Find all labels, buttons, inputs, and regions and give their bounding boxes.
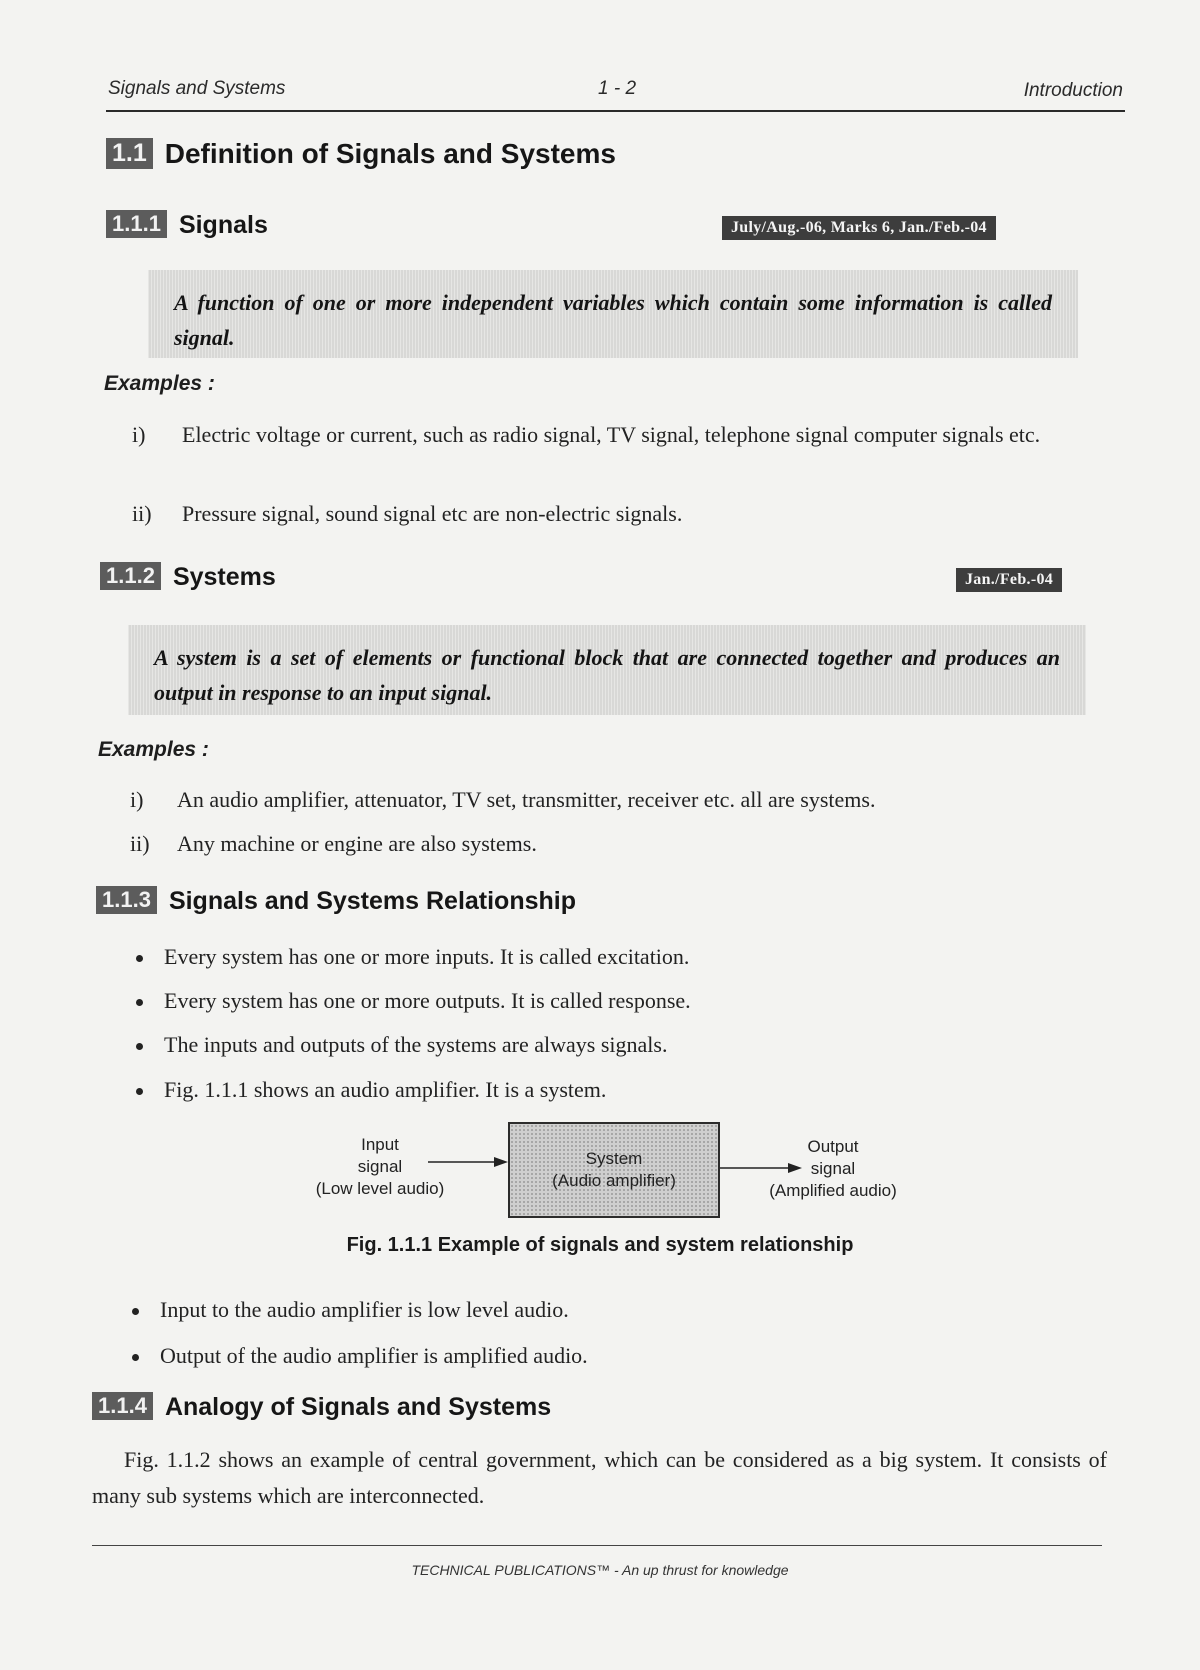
header-chapter-title: Introduction xyxy=(1023,80,1123,101)
section-heading-1-1-4 xyxy=(92,1392,551,1422)
section-title: Signals xyxy=(178,211,268,239)
section-title: Systems xyxy=(172,563,276,591)
system-block xyxy=(508,1122,720,1218)
examples-label: Examples : xyxy=(98,738,209,761)
list-text: Pressure signal, sound signal etc are non-electric signals. xyxy=(182,501,683,526)
output-label-line: Output xyxy=(807,1137,859,1156)
exam-tag: Jan./Feb.-04 xyxy=(956,568,1062,592)
body-paragraph: Fig. 1.1.2 shows an example of central government, which can be considered as a big system. It consists of many sub systems which are interconnected. xyxy=(92,1447,1107,1508)
bullet-item xyxy=(160,1339,588,1373)
footer-rule xyxy=(92,1545,1102,1546)
list-text: An audio amplifier, attenuator, TV set, transmitter, receiver etc. all are systems. xyxy=(177,787,876,812)
output-label-line: (Amplified audio) xyxy=(769,1181,897,1200)
output-signal-label xyxy=(748,1136,918,1202)
list-text: Electric voltage or current, such as radio signal, TV signal, telephone signal computer signals etc. xyxy=(182,422,1041,447)
section-number: 1.1 xyxy=(106,138,153,169)
input-label-line: signal xyxy=(357,1157,403,1176)
section-number: 1.1.1 xyxy=(106,210,167,238)
output-label-line: signal xyxy=(810,1159,856,1178)
header-book-title: Signals and Systems xyxy=(108,78,286,99)
system-label-line: System xyxy=(585,1149,643,1168)
bullet-dot xyxy=(132,1308,139,1315)
list-marker: i) xyxy=(132,422,146,447)
figure-caption: Fig. 1.1.1 Example of signals and system relationship xyxy=(346,1234,854,1256)
bullet-text: Every system has one or more outputs. It is called response. xyxy=(164,988,691,1013)
section-title: Signals and Systems Relationship xyxy=(168,887,576,915)
list-marker: ii) xyxy=(130,831,150,856)
bullet-text: The inputs and outputs of the systems are always signals. xyxy=(164,1032,668,1057)
list-text: Any machine or engine are also systems. xyxy=(177,831,537,856)
definition-text: A system is a set of elements or functional block that are connected together and produces an output in response to an input signal. xyxy=(154,645,1060,705)
bullet-text: Input to the audio amplifier is low level audio. xyxy=(160,1297,569,1322)
definition-text: A function of one or more independent variables which contain some information is called signal. xyxy=(174,290,1052,350)
list-marker: i) xyxy=(130,787,144,812)
bullet-text: Output of the audio amplifier is amplified audio. xyxy=(160,1343,588,1368)
examples-label: Examples : xyxy=(104,372,215,395)
exam-tag: July/Aug.-06, Marks 6, Jan./Feb.-04 xyxy=(722,216,996,240)
section-title: Analogy of Signals and Systems xyxy=(164,1393,552,1421)
bullet-item xyxy=(160,1293,569,1327)
input-label-line: (Low level audio) xyxy=(315,1179,445,1198)
footer-text: TECHNICAL PUBLICATIONS™ - An up thrust for knowledge xyxy=(411,1562,789,1578)
bullet-text: Every system has one or more inputs. It is called excitation. xyxy=(164,944,690,969)
bullet-text: Fig. 1.1.1 shows an audio amplifier. It is a system. xyxy=(164,1077,607,1102)
input-arrow xyxy=(428,1157,508,1167)
header-page-number: 1 - 2 xyxy=(598,78,637,99)
system-label-line: (Audio amplifier) xyxy=(552,1171,676,1190)
section-number: 1.1.2 xyxy=(100,562,161,590)
list-marker: ii) xyxy=(132,501,152,526)
input-label-line: Input xyxy=(361,1135,399,1154)
section-title: Definition of Signals and Systems xyxy=(164,138,616,169)
bullet-dot xyxy=(132,1354,139,1361)
section-number: 1.1.4 xyxy=(92,1392,153,1420)
section-number: 1.1.3 xyxy=(96,886,157,914)
